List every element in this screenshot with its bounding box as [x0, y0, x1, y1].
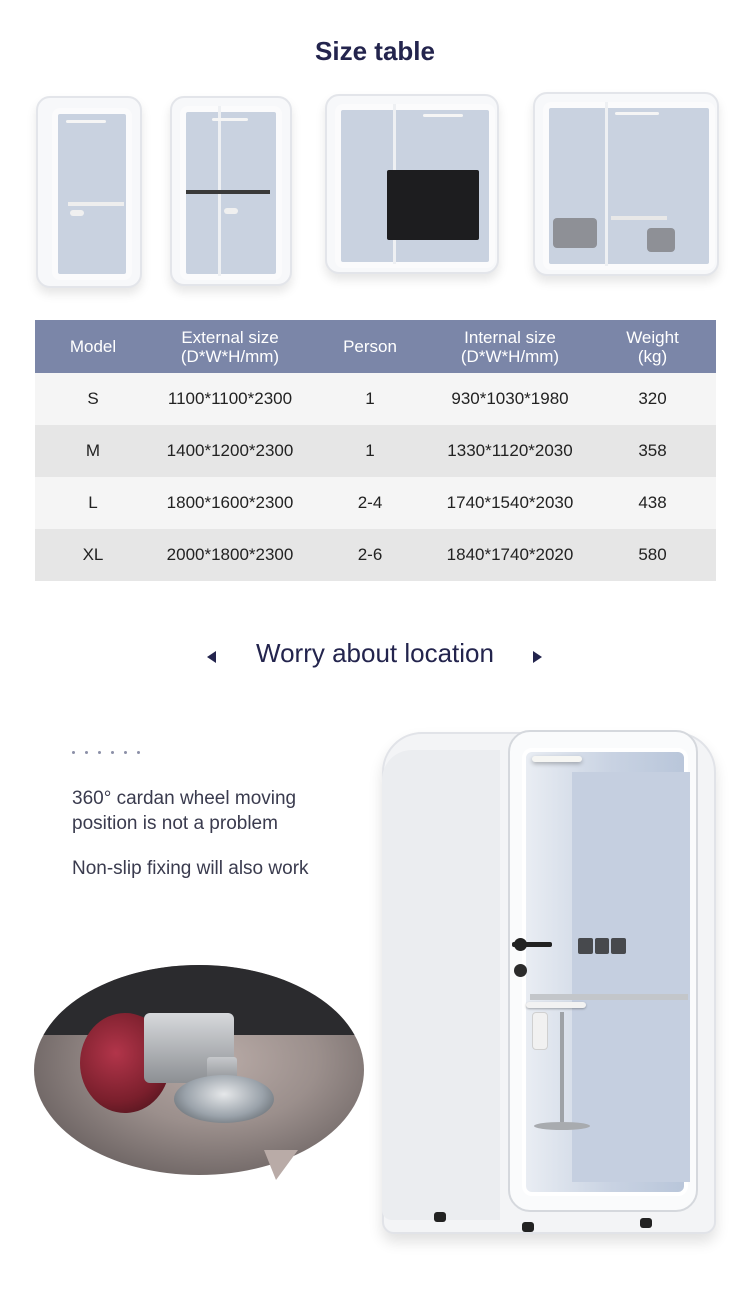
pod-image-m	[170, 96, 292, 286]
cell-weight: 580	[589, 529, 716, 581]
cell-model: S	[35, 373, 151, 425]
page-title: Size table	[315, 36, 435, 66]
table-row	[35, 477, 716, 529]
feature-description: 360° cardan wheel moving position is not a problem	[72, 788, 297, 834]
feature-description-extra: Non-slip fixing will also work	[72, 858, 309, 879]
table-header-row	[35, 320, 716, 373]
phone-booth-image	[382, 712, 712, 1230]
pod-image-s	[36, 96, 142, 288]
cell-person: 2-4	[309, 477, 431, 529]
cell-model: M	[35, 425, 151, 477]
cell-weight: 320	[589, 373, 716, 425]
cell-internal-size: 930*1030*1980	[431, 373, 589, 425]
header-person: Person	[309, 320, 431, 373]
cell-weight: 438	[589, 477, 716, 529]
cell-internal-size: 1740*1540*2030	[431, 477, 589, 529]
cell-person: 2-6	[309, 529, 431, 581]
header-external-size: External size (D*W*H/mm)	[151, 320, 309, 373]
table-row	[35, 425, 716, 477]
cell-internal-size: 1330*1120*2030	[431, 425, 589, 477]
cell-weight: 358	[589, 425, 716, 477]
size-table	[35, 320, 716, 581]
cell-person: 1	[309, 425, 431, 477]
arrow-right-icon	[533, 651, 542, 663]
cell-model: XL	[35, 529, 151, 581]
table-row	[35, 529, 716, 581]
cell-model: L	[35, 477, 151, 529]
header-weight: Weight (kg)	[589, 320, 716, 373]
pod-image-xl	[533, 92, 719, 276]
product-images	[0, 88, 750, 293]
cell-external-size: 1100*1100*2300	[151, 373, 309, 425]
speech-tail-shape	[264, 1150, 298, 1180]
wheel-closeup-image	[34, 965, 364, 1175]
header-model: Model	[35, 320, 151, 373]
header-internal-size: Internal size (D*W*H/mm)	[431, 320, 589, 373]
table-row	[35, 373, 716, 425]
cell-internal-size: 1840*1740*2020	[431, 529, 589, 581]
cell-external-size: 2000*1800*2300	[151, 529, 309, 581]
cell-external-size: 1800*1600*2300	[151, 477, 309, 529]
dots-divider-icon	[72, 751, 140, 754]
section-heading: Worry about location	[256, 638, 494, 668]
cell-person: 1	[309, 373, 431, 425]
pod-image-l	[325, 94, 499, 274]
cell-external-size: 1400*1200*2300	[151, 425, 309, 477]
